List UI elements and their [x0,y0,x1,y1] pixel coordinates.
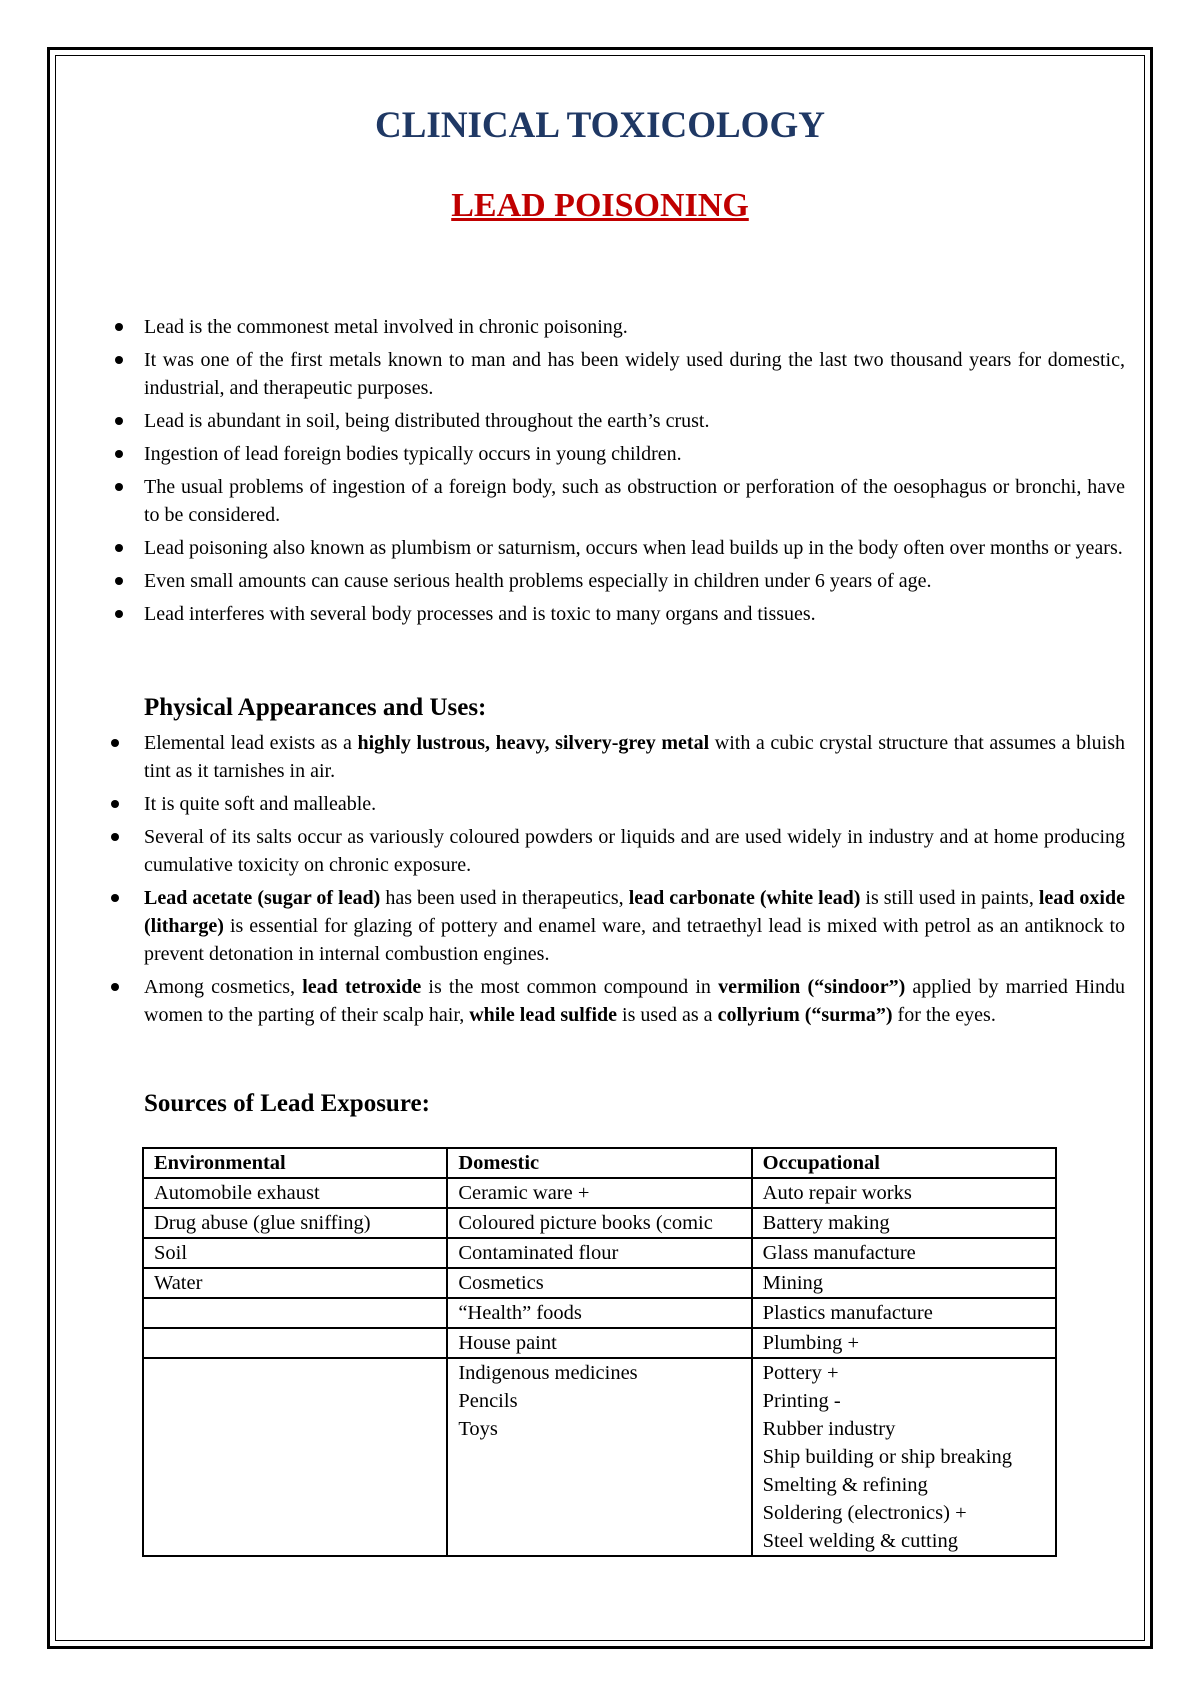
cell-text: Mining [762,1272,824,1294]
bold-text: Lead acetate (sugar of lead) [144,887,381,909]
table-cell [752,1238,1056,1268]
table-cell [447,1268,751,1298]
list-item-text: Lead is the commonest metal involved in chronic poisoning. [144,316,628,338]
list-item [0,973,1200,1029]
table-cell [752,1208,1056,1238]
list-item [0,729,1200,785]
bullet-dot-icon [111,739,119,747]
cell-text: Coloured picture books (comic [458,1212,713,1234]
cell-text: Toys [458,1418,498,1440]
table-cell [752,1268,1056,1298]
sources-table [142,1147,1057,1557]
cell-text: Soil [154,1242,188,1264]
bold-text: lead oxide (litharge) [144,887,1125,937]
table-header-row [143,1148,1056,1178]
table-row [143,1358,1056,1556]
list-item-text: The usual problems of ingestion of a foreign body, such as obstruction or perforation of the oesophagus or bronchi, have to be considered. [144,476,1125,526]
list-item-text: with a cubic crystal structure that assumes a bluish tint as it tarnishes in air. [144,732,1126,782]
bullet-dot-icon [111,800,119,808]
bold-text: while lead sulfide [469,1004,618,1026]
bullet-dot-icon [111,833,119,841]
bullet-dot-icon [115,610,123,618]
cell-text: Auto repair works [762,1182,912,1204]
bold-text: lead tetroxide [302,976,422,998]
cell-text: Ship building or ship breaking [762,1446,1013,1468]
cell-text: Plastics manufacture [762,1302,933,1324]
bold-text: vermilion (“sindoor”) [718,976,906,998]
bullet-dot-icon [115,356,123,364]
table-cell [447,1328,751,1358]
cell-text: Automobile exhaust [154,1182,320,1204]
list-item [0,473,1200,529]
cell-text: Contaminated flour [458,1242,619,1264]
cell-text: Indigenous medicines [458,1362,638,1384]
cell-text: House paint [458,1332,557,1354]
table-cell [447,1358,751,1556]
table-cell [447,1238,751,1268]
table-header-cell: Domestic [447,1148,751,1178]
cell-text [154,1359,436,1387]
cell-text: Plumbing + [762,1332,860,1354]
table-cell [143,1268,447,1298]
cell-text: Glass manufacture [762,1242,916,1264]
table-cell [143,1178,447,1208]
list-item [0,790,1200,818]
table-cell [752,1358,1056,1556]
sources-heading: Sources of Lead Exposure: [144,1090,430,1117]
physical-appearances-heading: Physical Appearances and Uses: [144,694,487,721]
table-cell [752,1298,1056,1328]
cell-text: Water [154,1272,203,1294]
list-item [0,534,1200,562]
bold-text: collyrium (“surma”) [717,1004,893,1026]
cell-text: Smelting & refining [762,1474,928,1496]
list-item-text: is the most common compound in [421,976,719,998]
list-item-text: applied by married Hindu women to the parting of their scalp hair, [144,976,1125,1026]
list-item-text: Lead interferes with several body processes and is toxic to many organs and tissues. [144,603,816,625]
cell-text: Cosmetics [458,1272,544,1294]
cell-text [154,1299,436,1327]
list-item [0,823,1200,879]
cell-text: “Health” foods [458,1302,582,1324]
table-cell [447,1178,751,1208]
bullet-dot-icon [115,544,123,552]
bullet-dot-icon [115,577,123,585]
table-cell [752,1328,1056,1358]
list-item-text: Ingestion of lead foreign bodies typically occurs in young children. [144,443,682,465]
table-cell [447,1208,751,1238]
list-item-text: Even small amounts can cause serious health problems especially in children under 6 years of age. [144,570,932,592]
table-cell [447,1298,751,1328]
table-row [143,1328,1056,1358]
bullet-dot-icon [111,894,119,902]
list-item [0,440,1200,468]
table-cell [143,1358,447,1556]
list-item-text: Several of its salts occur as variously coloured powders or liquids and are used widely in industry and at home producing cumulative toxicity on chronic exposure. [144,826,1125,876]
list-item-text: is still used in paints, [860,887,1039,909]
list-item-text: Among cosmetics, [144,976,303,998]
cell-text: Ceramic ware + [458,1182,590,1204]
list-item-text: has been used in therapeutics, [380,887,629,909]
cell-text: Soldering (electronics) + [762,1502,967,1524]
list-item [0,600,1200,628]
table-header-cell: Occupational [752,1148,1056,1178]
list-item-text: It is quite soft and malleable. [144,793,377,815]
table-cell [143,1328,447,1358]
list-item-text: Lead poisoning also known as plumbism or saturnism, occurs when lead builds up in the body often over months or years. [144,537,1123,559]
cell-text: Steel welding & cutting [762,1530,958,1552]
bold-text: lead carbonate (white lead) [628,887,861,909]
list-item [0,313,1200,341]
cell-text: Rubber industry [762,1418,896,1440]
table-row [143,1298,1056,1328]
list-item [0,407,1200,435]
cell-text: Printing - [762,1390,841,1412]
table-row [143,1238,1056,1268]
physical-bullet-list [0,729,1200,1034]
document-subtitle: LEAD POISONING [451,187,749,224]
bullet-dot-icon [115,483,123,491]
bullet-dot-icon [115,417,123,425]
table-cell [143,1298,447,1328]
table-cell [143,1208,447,1238]
table-row [143,1268,1056,1298]
bullet-dot-icon [111,983,119,991]
list-item [0,567,1200,595]
list-item [0,884,1200,968]
cell-text: Battery making [762,1212,890,1234]
list-item-text: is used as a [617,1004,718,1026]
list-item-text: Lead is abundant in soil, being distributed throughout the earth’s crust. [144,410,710,432]
table-header-cell: Environmental [143,1148,447,1178]
list-item-text: Elemental lead exists as a [144,732,358,754]
cell-text: Pottery + [762,1362,839,1384]
intro-bullet-list [0,313,1200,633]
table-row [143,1178,1056,1208]
document-title: CLINICAL TOXICOLOGY [375,105,825,146]
bullet-dot-icon [115,323,123,331]
list-item-text: is essential for glazing of pottery and enamel ware, and tetraethyl lead is mixed with petrol as an antiknock to prevent detonation in internal combustion engines. [144,915,1125,965]
list-item-text: for the eyes. [892,1004,996,1026]
list-item-text: It was one of the first metals known to man and has been widely used during the last two thousand years for domestic, industrial, and therapeutic purposes. [144,349,1125,399]
table-cell [752,1178,1056,1208]
bold-text: highly lustrous, heavy, silvery-grey metal [357,732,710,754]
list-item [0,346,1200,402]
cell-text: Pencils [458,1390,518,1412]
cell-text: Drug abuse (glue sniffing) [154,1212,371,1234]
table-row [143,1208,1056,1238]
table-body [143,1178,1056,1556]
table-cell [143,1238,447,1268]
bullet-dot-icon [115,450,123,458]
cell-text [154,1329,436,1357]
